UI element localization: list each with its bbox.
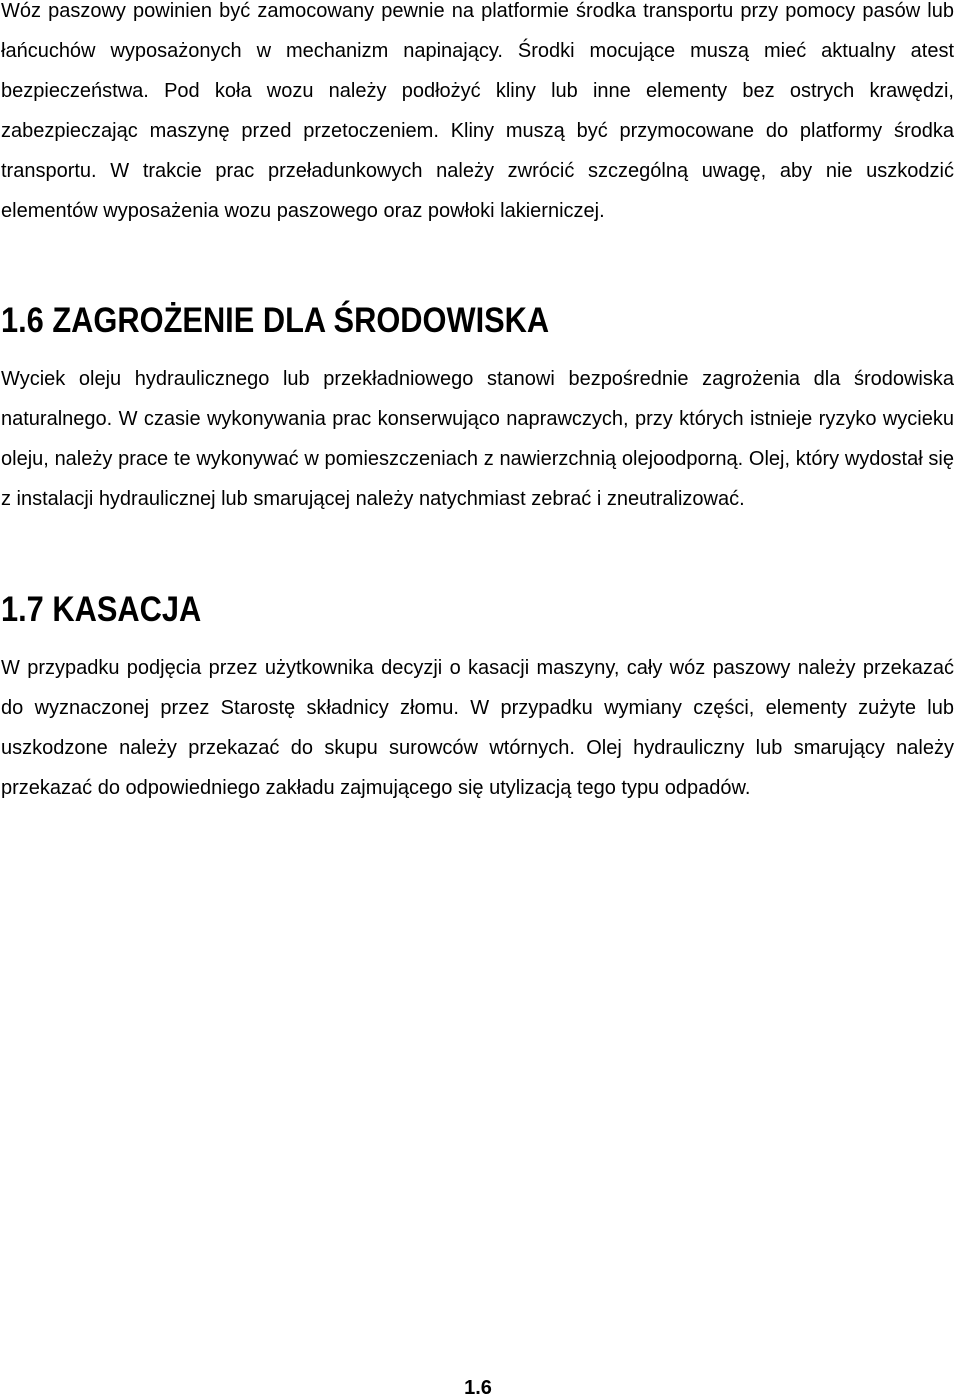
- page-number: 1.6: [464, 1377, 492, 1399]
- transport-paragraph: Wóz paszowy powinien być zamocowany pewnie na platformie środka transportu przy pomocy pasów lub łańcuchów wyposażonych w mechanizm napinający. Środki mocujące muszą mieć aktualny atest bezpieczeństwa. Pod koła wozu należy podłożyć kliny lub inne elementy bez ostrych krawędzi, zabezpieczając maszynę przed przetoczeniem. Kliny muszą być przymocowane do platformy środka transportu. W trakcie prac przeładunkowych należy zwrócić szczególną uwagę, aby nie uszkodzić elementów wyposażenia wozu paszowego oraz powłoki lakierniczej.: [1, 0, 954, 222]
- section-heading-environmental-hazard: 1.6 ZAGROŻENIE DLA ŚRODOWISKA: [1, 301, 550, 340]
- environment-paragraph: Wyciek oleju hydraulicznego lub przekładniowego stanowi bezpośrednie zagrożenia dla środowiska naturalnego. W czasie wykonywania prac konserwująco naprawczych, przy których istnieje ryzyko wycieku oleju, należy prace te wykonywać w pomieszczeniach z nawierzchnią olejoodporną. Olej, który wydostał się z instalacji hydraulicznej lub smarującej należy natychmiast zebrać i zneutralizować.: [1, 368, 954, 510]
- section-heading-scrapping: 1.7 KASACJA: [1, 590, 202, 629]
- scrapping-paragraph: W przypadku podjęcia przez użytkownika decyzji o kasacji maszyny, cały wóz paszowy należy przekazać do wyznaczonej przez Starostę składnicy złomu. W przypadku wymiany części, elementy zużyte lub uszkodzone należy przekazać do skupu surowców wtórnych. Olej hydrauliczny lub smarujący należy przekazać do odpowiedniego zakładu zajmującego się utylizacją tego typu odpadów.: [1, 657, 954, 799]
